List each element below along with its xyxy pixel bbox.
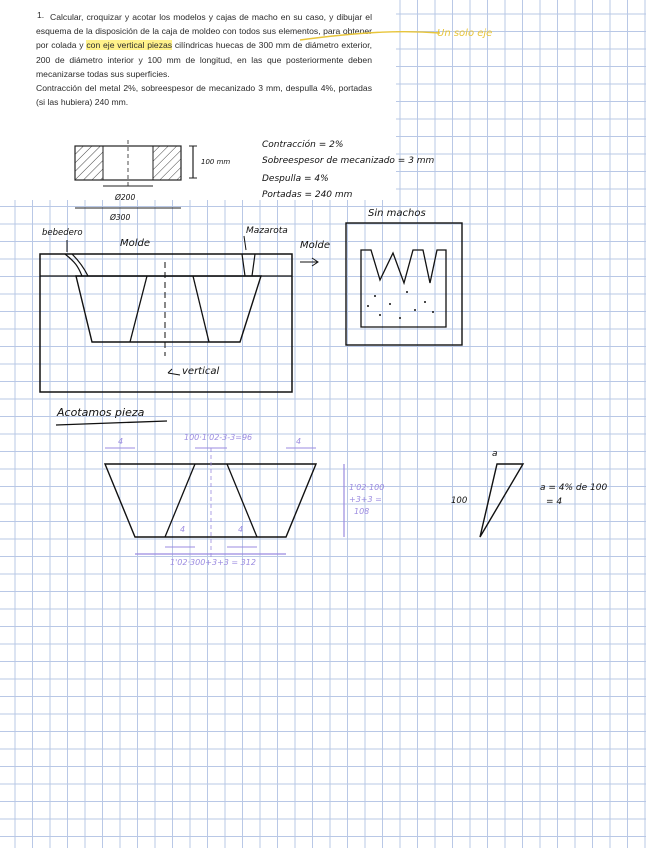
inner-4b-label: 4 <box>238 525 244 534</box>
label-molde: Molde <box>120 238 151 249</box>
left-4-label: 4 <box>118 437 124 446</box>
dim-100-label: 100 mm <box>201 158 231 166</box>
note-despulla: Despulla = 4% <box>262 174 329 184</box>
mold-diagram <box>40 236 318 392</box>
statement-line1-end: cilíndricas huecas de 300 mm de diámetro exterior, 200 de diámetro interior y 100 mm de longitud, en las que posteriormente deben mecanizarse todas sus superficies. <box>36 40 372 79</box>
dim-300-label: Ø300 <box>110 213 131 222</box>
right-4-label: 4 <box>296 437 302 446</box>
label-sin-machos: Sin machos <box>368 208 426 219</box>
highlighted-text: con eje vertical piezas <box>86 40 173 51</box>
triangle-100-label: 100 <box>451 496 468 506</box>
note-portadas: Portadas = 240 mm <box>262 190 353 200</box>
statement-paragraph-2: Contracción del metal 2%, sobreespesor de mecanizado 3 mm, despulla 4%, portadas (si las hubiera) 240 mm. <box>36 83 372 108</box>
height-line2: +3+3 = <box>349 495 382 504</box>
dimensioned-piece <box>56 421 523 560</box>
label-molde-arrow: Molde <box>300 240 331 251</box>
inner-4a-label: 4 <box>180 525 186 534</box>
margin-note: Un solo eje <box>437 28 493 39</box>
calc-line1: a = 4% de 100 <box>540 483 608 493</box>
label-vertical: vertical <box>182 366 220 377</box>
problem-number: 1. <box>37 10 45 20</box>
dim-200-label: Ø200 <box>115 193 136 202</box>
section-sketch <box>75 140 197 208</box>
acotamos-title: Acotamos pieza <box>57 406 145 419</box>
bottom-dimension: 1'02·300+3+3 = 312 <box>170 558 256 567</box>
top-dimension: 100·1'02-3-3=96 <box>184 433 253 442</box>
height-line1: 1'02·100 <box>349 483 385 492</box>
triangle-a-label: a <box>492 449 498 459</box>
height-line3: 108 <box>354 507 370 516</box>
calc-line2: = 4 <box>546 497 563 507</box>
statement-line1: Calcular, croquizar y acotar los modelos y cajas de macho en su caso, y dibujar el esquema de la disposición de la caja de moldeo con todos sus elementos, para obtener por colada y <box>36 12 372 51</box>
core-box-diagram <box>346 223 462 345</box>
note-sobreespesor: Sobreespesor de mecanizado = 3 mm <box>262 156 435 166</box>
label-mazarota: Mazarota <box>246 226 288 236</box>
note-contraccion: Contracción = 2% <box>262 140 344 150</box>
label-bebedero: bebedero <box>42 228 83 238</box>
